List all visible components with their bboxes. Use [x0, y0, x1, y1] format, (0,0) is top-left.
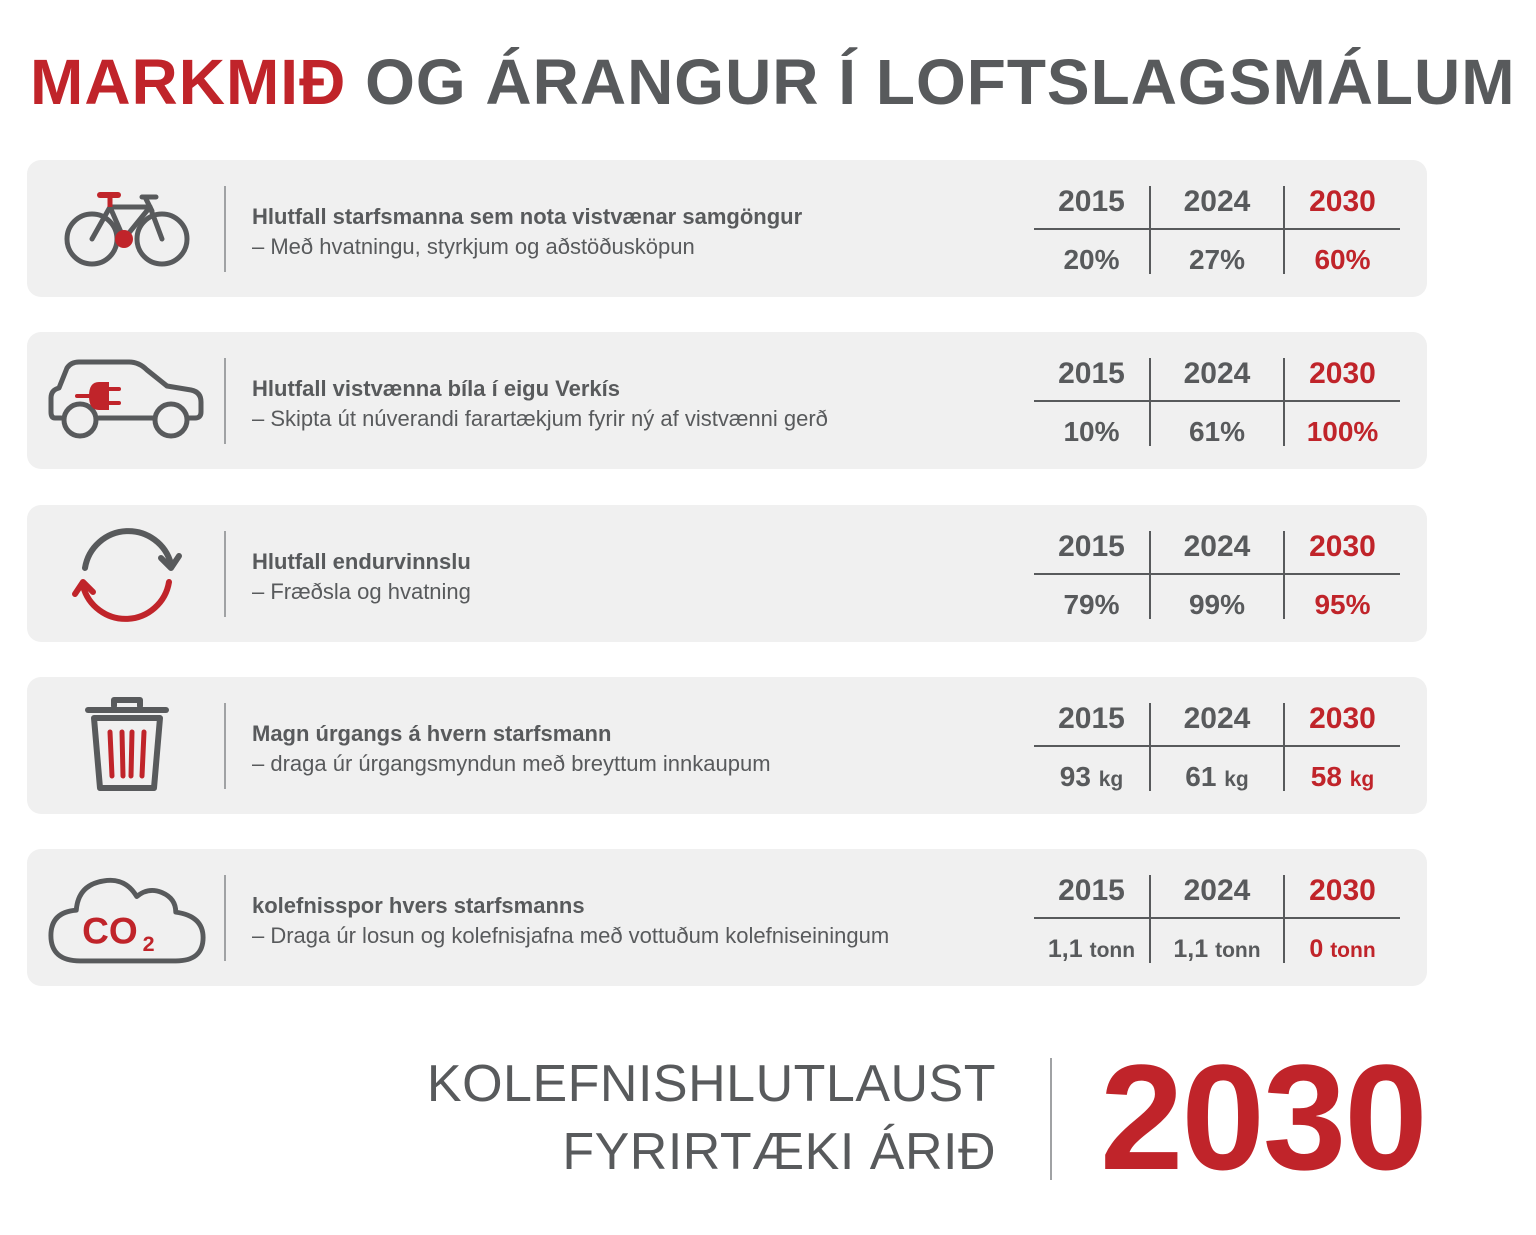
card-divider — [224, 358, 226, 444]
goal-title: Magn úrgangs á hvern starfsmann — [252, 721, 612, 746]
footer-line1: KOLEFNISHLUTLAUST — [426, 1055, 996, 1113]
card-divider — [224, 703, 226, 789]
svg-text:CO: CO — [82, 909, 138, 952]
title-rest: OG ÁRANGUR Í LOFTSLAGSMÁLUM — [346, 46, 1516, 118]
value-2015: 93 kg — [1059, 761, 1124, 792]
year-2024: 2024 — [1183, 185, 1251, 218]
footer-line2: FYRIRTÆKI ÁRIÐ — [562, 1123, 996, 1181]
year-2015: 2015 — [1058, 530, 1125, 563]
goal-subtitle: – Draga úr losun og kolefnisjafna með vottuðum kolefniseiningum — [252, 923, 890, 948]
value-2015: 79% — [1063, 589, 1120, 620]
trash-bin-icon — [47, 691, 207, 801]
year-2015: 2015 — [1058, 357, 1125, 390]
value-2024: 27% — [1188, 244, 1246, 275]
goal-subtitle: – Með hvatningu, styrkjum og aðstöðusköpun — [252, 234, 695, 259]
footer-year: 2030 — [1100, 1033, 1426, 1201]
year-2024: 2024 — [1183, 702, 1251, 735]
value-2024: 1,1 tonn — [1173, 935, 1261, 963]
card-divider — [224, 875, 226, 961]
value-2024: 99% — [1188, 589, 1246, 620]
value-2015: 20% — [1063, 244, 1120, 275]
footer-divider — [1050, 1058, 1052, 1180]
goal-card-vehicles — [27, 332, 1427, 469]
value-2030: 60% — [1314, 244, 1371, 275]
year-2015: 2015 — [1058, 702, 1125, 735]
electric-car-icon — [47, 346, 207, 456]
goal-title: kolefnisspor hvers starfsmanns — [252, 893, 585, 918]
card-divider — [224, 531, 226, 617]
recycle-icon — [47, 519, 207, 629]
goal-subtitle: – Fræðsla og hvatning — [252, 579, 471, 604]
value-2030: 0 tonn — [1309, 935, 1376, 963]
year-2024: 2024 — [1183, 357, 1251, 390]
year-2030: 2030 — [1309, 874, 1376, 907]
value-2024: 61 kg — [1185, 761, 1249, 792]
year-2030: 2030 — [1309, 357, 1376, 390]
goal-card-transport — [27, 160, 1427, 297]
value-2015: 1,1 tonn — [1047, 935, 1136, 963]
value-2030: 100% — [1306, 416, 1379, 447]
goal-stats — [1034, 523, 1400, 627]
footer-goal — [0, 1033, 1536, 1201]
year-2015: 2015 — [1058, 874, 1125, 907]
value-2015: 10% — [1063, 416, 1120, 447]
goal-stats — [1034, 867, 1400, 971]
goal-subtitle: – draga úr úrgangsmyndun með breyttum innkaupum — [252, 751, 771, 776]
value-2030: 95% — [1314, 589, 1371, 620]
value-2030: 58 kg — [1310, 761, 1375, 792]
goal-stats — [1034, 178, 1400, 282]
year-2030: 2030 — [1309, 702, 1376, 735]
card-divider — [224, 186, 226, 272]
year-2015: 2015 — [1058, 185, 1125, 218]
goal-card-recycling — [27, 505, 1427, 642]
page-title — [30, 42, 1516, 122]
year-2024: 2024 — [1183, 530, 1251, 563]
goal-title: Hlutfall starfsmanna sem nota vistvænar samgöngur — [252, 204, 803, 229]
value-2024: 61% — [1188, 416, 1246, 447]
goal-card-waste — [27, 677, 1427, 814]
goal-stats — [1034, 695, 1400, 799]
year-2030: 2030 — [1309, 185, 1376, 218]
co2-cloud-icon — [47, 863, 207, 973]
svg-text:2: 2 — [142, 932, 155, 957]
title-highlight: MARKMIÐ — [30, 46, 347, 118]
goal-title: Hlutfall endurvinnslu — [252, 549, 471, 574]
year-2030: 2030 — [1309, 530, 1376, 563]
goal-stats — [1034, 350, 1400, 454]
year-2024: 2024 — [1183, 874, 1251, 907]
bicycle-icon — [47, 174, 207, 284]
goal-card-carbon — [27, 849, 1427, 986]
goal-title: Hlutfall vistvænna bíla í eigu Verkís — [252, 376, 621, 401]
goal-subtitle: – Skipta út núverandi farartækjum fyrir ný af vistvænni gerð — [252, 406, 828, 431]
